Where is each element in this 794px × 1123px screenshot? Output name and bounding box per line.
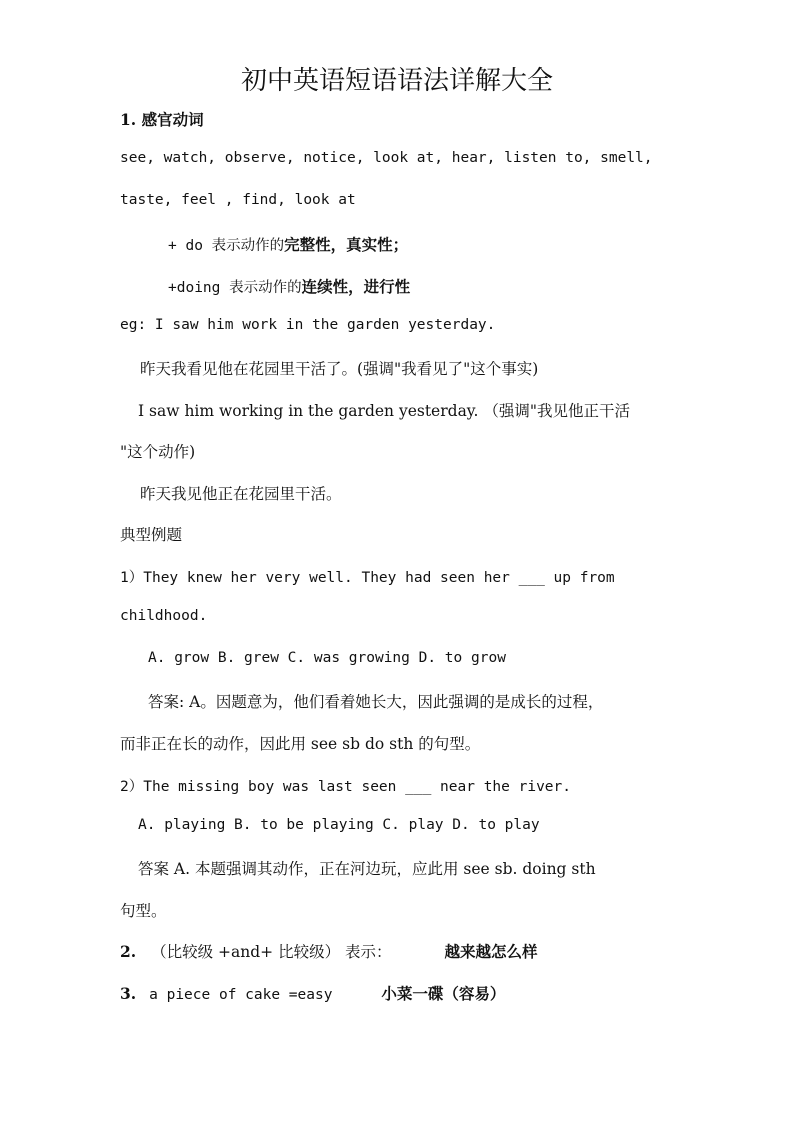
page-title: 初中英语短语语法详解大全 — [240, 66, 553, 96]
rule-doing-bold: 连续性，进行性 — [301, 277, 411, 296]
section-3-bold: 小菜一碟（容易） — [381, 984, 506, 1003]
question-1-options: A. grow B. grew C. was growing D. to grow — [148, 650, 506, 666]
rule-doing — [168, 275, 410, 297]
question-1-line-2: childhood. — [120, 608, 208, 624]
question-2-options: A. playing B. to be playing C. play D. to play — [138, 817, 540, 833]
example-2-en-line-2: "这个动作) — [120, 443, 196, 461]
rule-doing-text: +doing 表示动作的 — [168, 280, 302, 296]
answer-2-line-1: 答案 A. 本题强调其动作，正在河边玩，应此用 see sb. doing sth — [138, 860, 596, 878]
question-1-line-1: 1）They knew her very well. They had seen her ___ up from — [120, 570, 615, 586]
answer-2-line-2: 句型。 — [120, 902, 167, 920]
rule-do — [168, 233, 408, 255]
example-2-en-line-1: I saw him working in the garden yesterday. （强调"我见他正干活 — [138, 402, 630, 420]
section-1-heading: 1. 感官动词 — [120, 110, 204, 129]
example-2-cn: 昨天我见他正在花园里干活。 — [140, 485, 342, 503]
section-3-number: 3. — [120, 984, 137, 1003]
section-2-bold: 越来越怎么样 — [444, 942, 538, 961]
verbs-line-1: see, watch, observe, notice, look at, hear, listen to, smell, — [120, 150, 653, 166]
example-1-cn: 昨天我看见他在花园里干活了。(强调"我看见了"这个事实) — [140, 360, 539, 378]
answer-1-line-2: 而非正在长的动作，因此用 see sb do sth 的句型。 — [120, 735, 481, 753]
section-2-number: 2. — [120, 942, 137, 961]
section-3-text: a piece of cake =easy — [149, 987, 333, 1003]
rule-do-bold: 完整性，真实性； — [284, 235, 409, 254]
section-2 — [120, 940, 537, 962]
answer-1-line-1: 答案: A。因题意为，他们看着她长大，因此强调的是成长的过程， — [148, 693, 604, 711]
section-3 — [120, 982, 505, 1004]
rule-do-text: + do 表示动作的 — [168, 238, 285, 254]
verbs-line-2: taste, feel , find, look at — [120, 192, 356, 208]
typical-examples-heading: 典型例题 — [120, 526, 183, 544]
example-1-en: eg: I saw him work in the garden yesterday. — [120, 317, 496, 333]
section-2-text: （比较级 +and+ 比较级） 表示： — [151, 943, 392, 961]
question-2: 2）The missing boy was last seen ___ near the river. — [120, 779, 571, 795]
